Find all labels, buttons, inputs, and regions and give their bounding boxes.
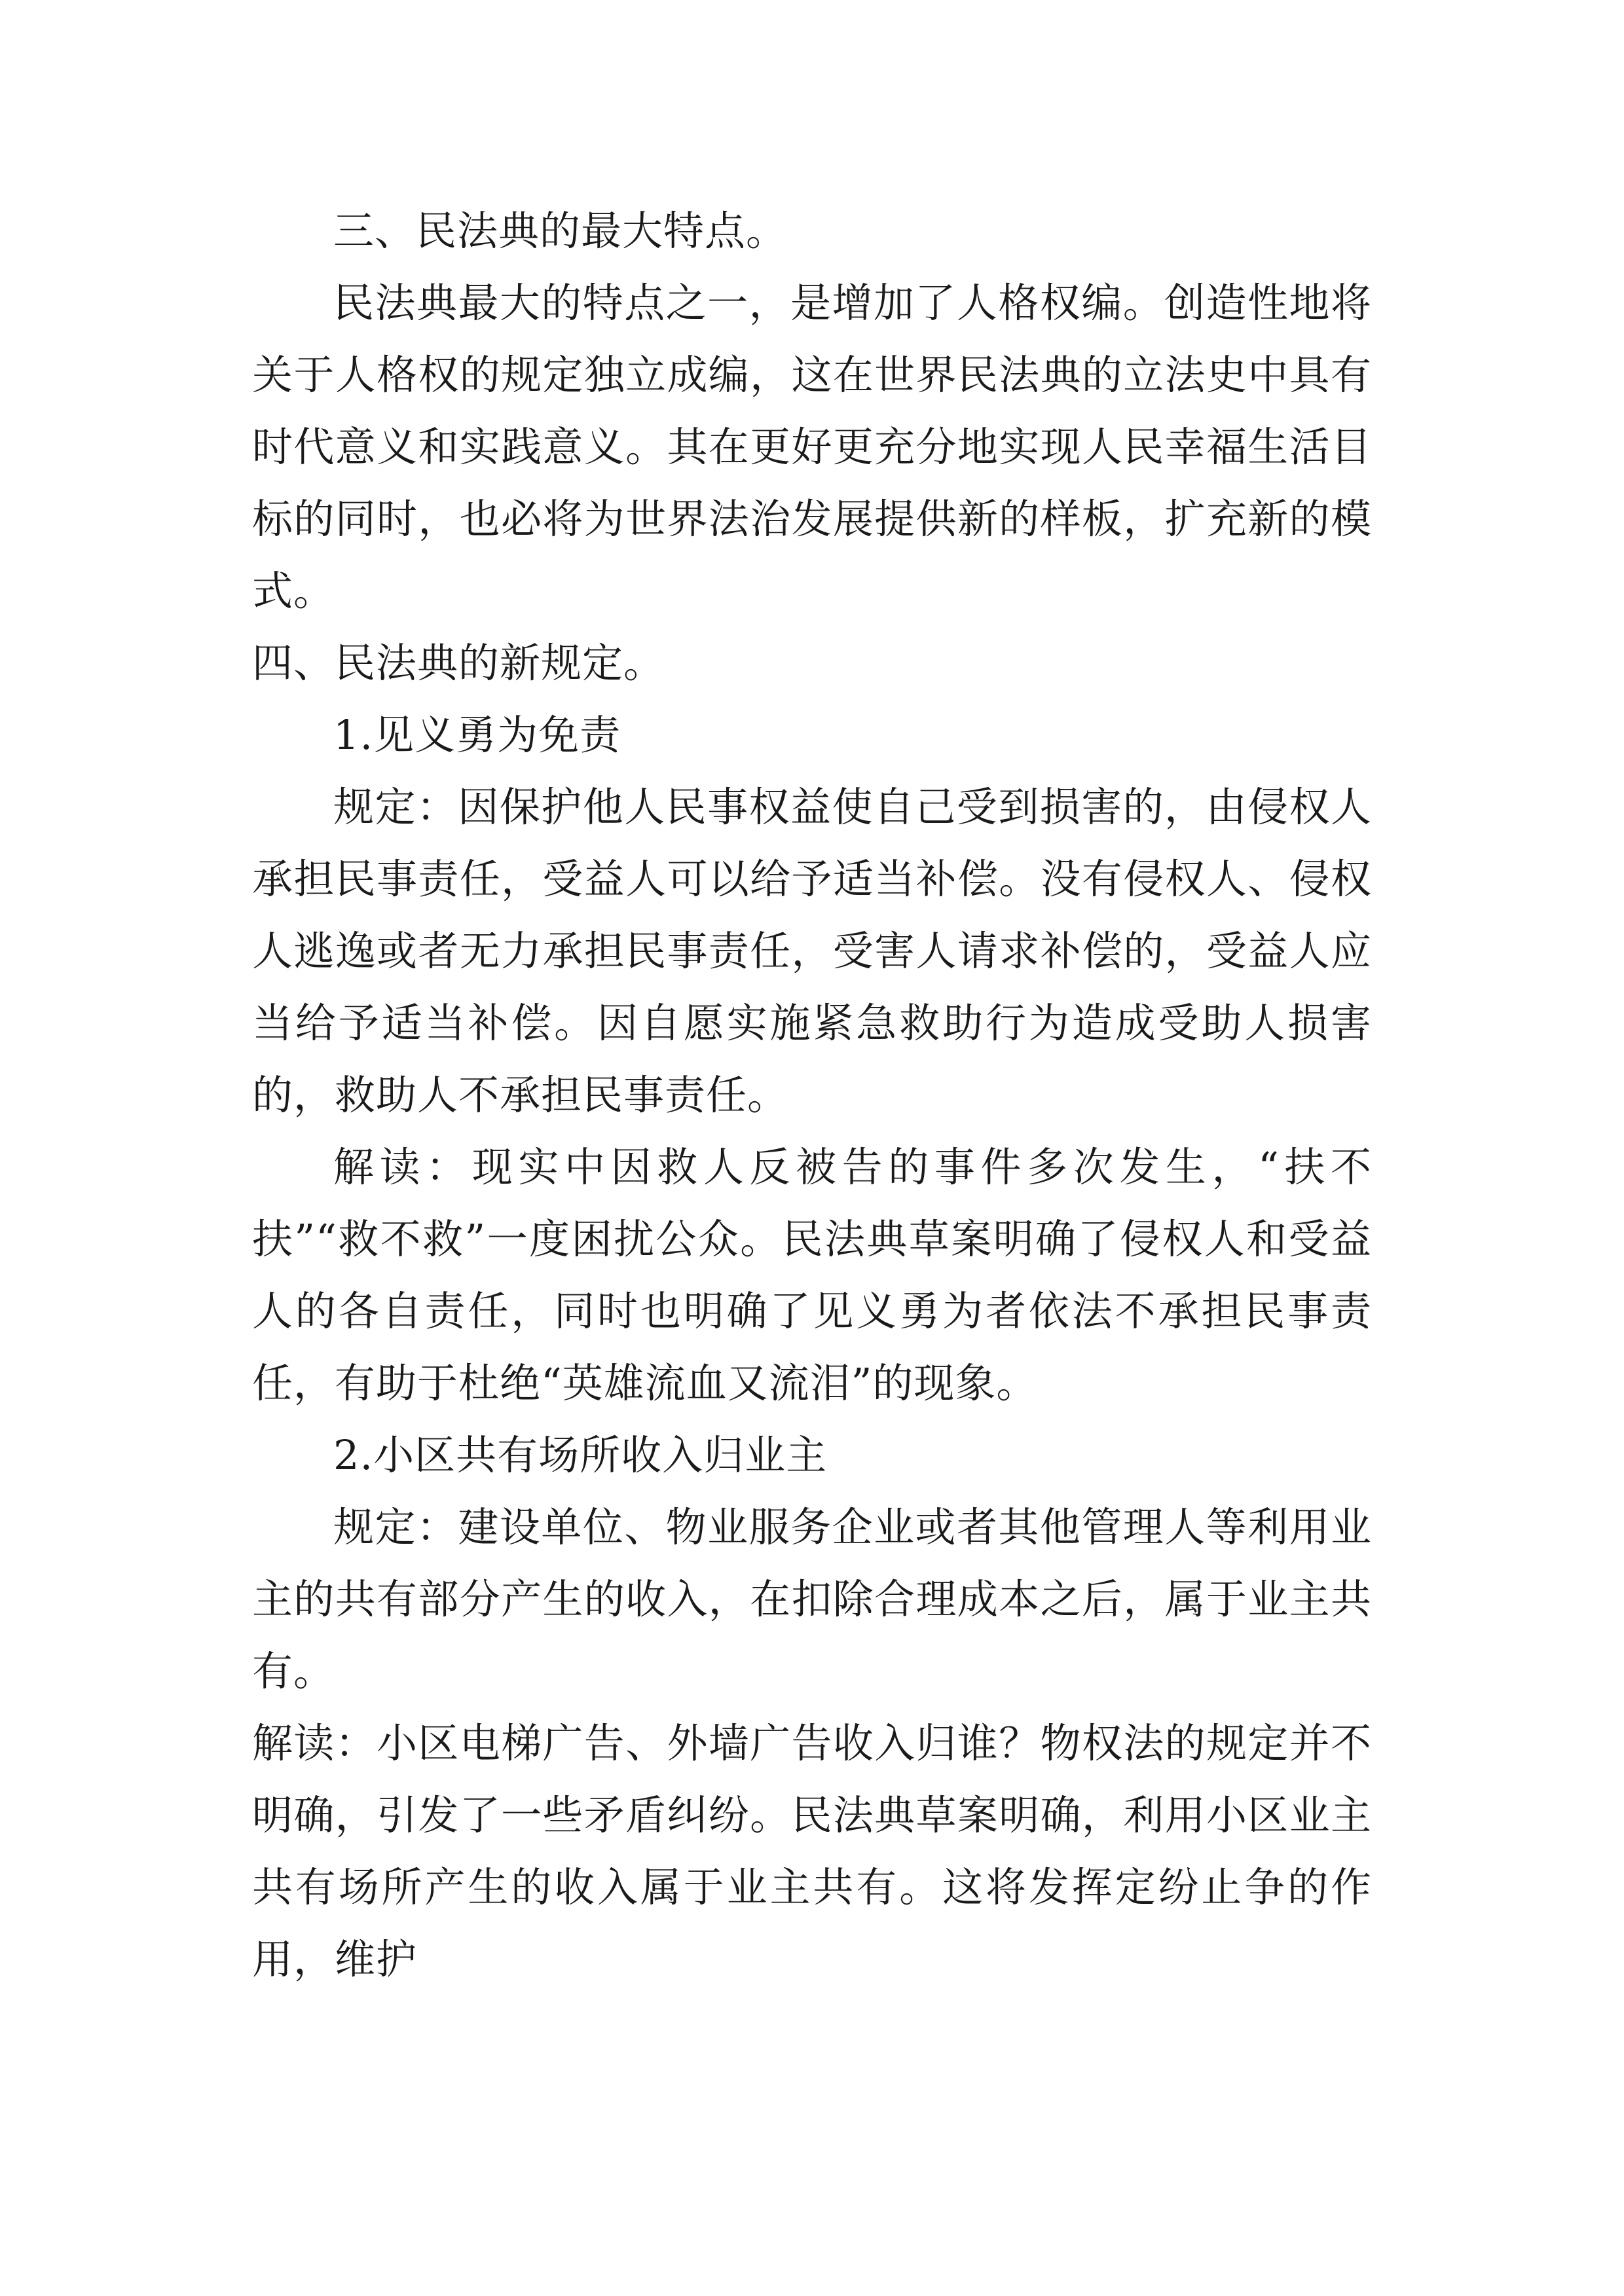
- section-heading-3: 三、民法典的最大特点。: [333, 207, 788, 255]
- document-body: [252, 195, 1372, 1995]
- paragraph-interpretation-2: 解读：小区电梯广告、外墙广告收入归谁？物权法的规定并不明确，引发了一些矛盾纠纷。民法典草案明确，利用小区业主共有场所产生的收入属于业主共有。这将发挥定纷止争的作用，维护: [252, 1719, 1372, 1983]
- paragraph-rule-2: 规定：建设单位、物业服务企业或者其他管理人等利用业主的共有部分产生的收入，在扣除合理成本之后，属于业主共有。: [252, 1503, 1372, 1695]
- subheading-1: 1.见义勇为免责: [333, 711, 621, 759]
- paragraph-interpretation-1: 解读：现实中因救人反被告的事件多次发生，“扶不扶”“救不救”一度困扰公众。民法典草案明确了侵权人和受益人的各自责任，同时也明确了见义勇为者依法不承担民事责任，有助于杜绝“英雄流血又流泪”的现象。: [252, 1143, 1372, 1407]
- paragraph-rule-1: 规定：因保护他人民事权益使自己受到损害的，由侵权人承担民事责任，受益人可以给予适当补偿。没有侵权人、侵权人逃逸或者无力承担民事责任，受害人请求补偿的，受益人应当给予适当补偿。因自愿实施紧急救助行为造成受助人损害的，救助人不承担民事责任。: [252, 783, 1372, 1119]
- paragraph-features: 民法典最大的特点之一，是增加了人格权编。创造性地将关于人格权的规定独立成编，这在世界民法典的立法史中具有时代意义和实践意义。其在更好更充分地实现人民幸福生活目标的同时，也必将为世界法治发展提供新的样板，扩充新的模式。: [252, 279, 1372, 615]
- subheading-2: 2.小区共有场所收入归业主: [333, 1431, 828, 1479]
- section-heading-4: 四、民法典的新规定。: [252, 639, 665, 687]
